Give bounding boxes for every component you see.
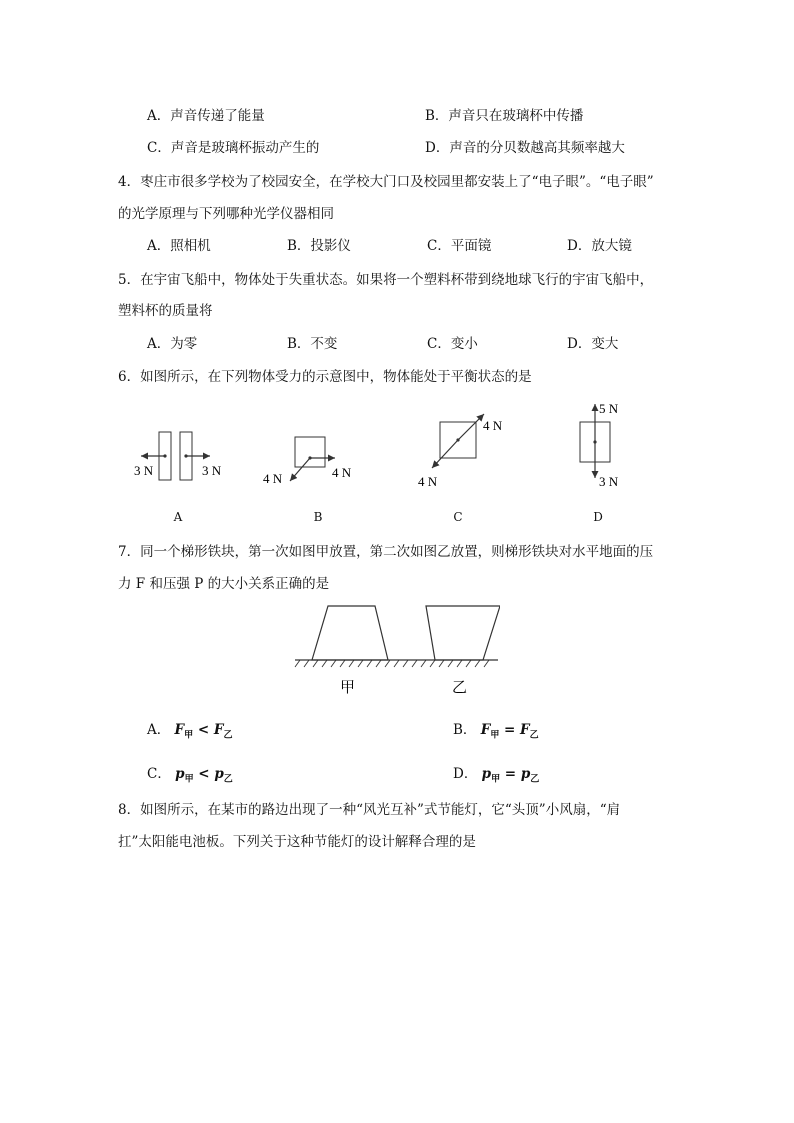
hatch-mark <box>376 660 381 667</box>
q6d-bottom-force: 3 N <box>599 474 619 489</box>
hatch-mark <box>340 660 345 667</box>
q6b-left-force: 4 N <box>263 471 283 486</box>
hatch-mark <box>457 660 462 667</box>
q7-label-yi: 乙 <box>452 680 468 696</box>
hatch-mark <box>448 660 453 667</box>
q6a-left-force: 3 N <box>134 463 154 478</box>
q6-label-c: C <box>453 510 463 524</box>
q6-figure-a <box>128 425 228 487</box>
q6-stem: 6．如图所示，在下列物体受力的示意图中，物体能处于平衡状态的是 <box>118 369 532 385</box>
hatch-mark <box>403 660 408 667</box>
hatch-mark <box>367 660 372 667</box>
q3-option-d: D．声音的分贝数越高其频率越大 <box>425 140 625 156</box>
hatch-mark <box>313 660 318 667</box>
q8-stem-line2: 扛”太阳能电池板。下列关于这种节能灯的设计解释合理的是 <box>118 834 476 850</box>
hatch-mark <box>358 660 363 667</box>
hatch-mark <box>295 660 300 667</box>
hatch-mark <box>394 660 399 667</box>
q6-figure-d <box>560 398 640 493</box>
q7-option-d: D． $p_甲 = p_乙$ <box>453 766 540 785</box>
q6-figure-c <box>410 410 510 492</box>
q3-option-c: C．声音是玻璃杯振动产生的 <box>147 140 320 156</box>
q5-option-c: C．变小 <box>427 336 478 352</box>
q3-option-a: A．声音传递了能量 <box>147 108 265 124</box>
hatch-mark <box>475 660 480 667</box>
q6c-upper-force: 4 N <box>483 418 503 433</box>
q6-label-d: D <box>593 510 603 524</box>
hatch-mark <box>331 660 336 667</box>
q8-stem-line1: 8．如图所示，在某市的路边出现了一种“风光互补”式节能灯，它“头顶”小风扇，“肩 <box>118 802 621 818</box>
q7-option-a: A． $F_甲 < F_乙$ <box>147 722 233 741</box>
q5-stem-line1: 5．在宇宙飞船中，物体处于失重状态。如果将一个塑料杯带到绕地球飞行的宇宙飞船中， <box>118 272 654 288</box>
hatch-mark <box>322 660 327 667</box>
hatch-mark <box>421 660 426 667</box>
q6-figure-b <box>260 425 360 490</box>
q6-label-b: B <box>313 510 323 524</box>
q7-option-b: B． $F_甲 = F_乙$ <box>453 722 539 741</box>
q4-option-a: A．照相机 <box>147 238 211 254</box>
q7-stem-line1: 7．同一个梯形铁块，第一次如图甲放置，第二次如图乙放置，则梯形铁块对水平地面的压 <box>118 544 654 560</box>
q4-option-b: B．投影仪 <box>287 238 351 254</box>
q7-trapezoid-jia <box>312 606 388 660</box>
q4-option-d: D．放大镜 <box>567 238 632 254</box>
hatch-mark <box>484 660 489 667</box>
q7-ground-hatching <box>295 660 489 667</box>
q7-label-jia: 甲 <box>340 680 356 696</box>
q5-option-a: A．为零 <box>147 336 198 352</box>
hatch-mark <box>349 660 354 667</box>
q7-stem-line2: 力 F 和压强 P 的大小关系正确的是 <box>118 576 330 592</box>
hatch-mark <box>439 660 444 667</box>
q7-trapezoid-yi <box>426 606 500 660</box>
hatch-mark <box>430 660 435 667</box>
q5-option-d: D．变大 <box>567 336 619 352</box>
q6c-upper-arrow <box>458 414 484 440</box>
q6b-right-force: 4 N <box>332 465 352 480</box>
hatch-mark <box>385 660 390 667</box>
hatch-mark <box>304 660 309 667</box>
q6c-lower-arrow <box>432 440 458 468</box>
q7-option-c: C． $p_甲 < p_乙$ <box>147 766 233 785</box>
q4-stem-line2: 的光学原理与下列哪种光学仪器相同 <box>118 206 334 222</box>
q6b-block <box>295 437 325 467</box>
hatch-mark <box>412 660 417 667</box>
q5-stem-line2: 塑料杯的质量将 <box>118 303 213 319</box>
q6b-diagonal-arrow <box>290 458 310 481</box>
hatch-mark <box>466 660 471 667</box>
q6c-lower-force: 4 N <box>418 474 438 489</box>
q6-label-a: A <box>173 510 183 524</box>
q7-trapezoid-figure <box>290 600 500 700</box>
q6d-top-force: 5 N <box>599 401 619 416</box>
q4-option-c: C．平面镜 <box>427 238 492 254</box>
q3-option-b: B．声音只在玻璃杯中传播 <box>425 108 584 124</box>
q6a-right-force-label: 3 N <box>202 463 222 478</box>
q5-option-b: B．不变 <box>287 336 338 352</box>
q4-stem-line1: 4．枣庄市很多学校为了校园安全，在学校大门口及校园里都安装上了“电子眼”。“电子眼” <box>118 174 654 190</box>
